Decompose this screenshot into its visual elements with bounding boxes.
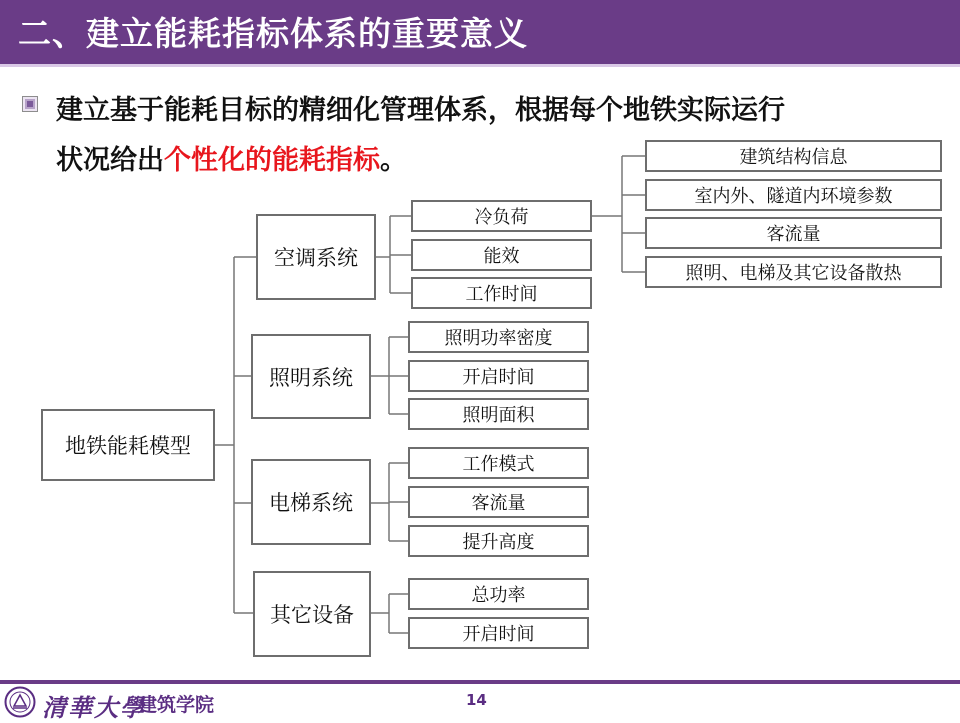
bullet-highlight: 个性化的能耗指标	[164, 145, 380, 176]
school-name: 建筑学院	[138, 694, 215, 716]
elevator-item-mode: 工作模式	[408, 447, 589, 479]
other-item-total-power: 总功率	[408, 578, 589, 610]
system-node-elevator: 电梯系统	[251, 459, 371, 545]
bullet-text-prefix: 状况给出	[56, 145, 164, 176]
bullet-text-line-1: 建立基于能耗目标的精细化管理体系，根据每个地铁实际运行	[56, 95, 785, 126]
factor-equipment-heat: 照明、电梯及其它设备散热	[645, 256, 942, 288]
bullet-text-suffix: 。	[380, 145, 407, 176]
factor-passenger-flow: 客流量	[645, 217, 942, 249]
university-logo-text: 清華大學	[42, 693, 146, 722]
elevator-item-lift-height: 提升高度	[408, 525, 589, 557]
hvac-item-cooling-load: 冷负荷	[411, 200, 592, 232]
university-seal-icon	[4, 686, 36, 718]
root-node: 地铁能耗模型	[41, 409, 215, 481]
other-item-on-time: 开启时间	[408, 617, 589, 649]
lighting-item-area: 照明面积	[408, 398, 589, 430]
page-number: 14	[466, 691, 487, 709]
hvac-item-efficiency: 能效	[411, 239, 592, 271]
elevator-item-passenger-flow: 客流量	[408, 486, 589, 518]
system-node-other: 其它设备	[253, 571, 371, 657]
lighting-item-power-density: 照明功率密度	[408, 321, 589, 353]
system-node-lighting: 照明系统	[251, 334, 371, 419]
slide-title: 二、建立能耗指标体系的重要意义	[18, 14, 528, 53]
hvac-item-working-time: 工作时间	[411, 277, 592, 309]
lighting-item-on-time: 开启时间	[408, 360, 589, 392]
system-node-hvac: 空调系统	[256, 214, 376, 300]
footer-divider	[0, 680, 960, 684]
factor-environment-params: 室内外、隧道内环境参数	[645, 179, 942, 211]
factor-building-structure: 建筑结构信息	[645, 140, 942, 172]
